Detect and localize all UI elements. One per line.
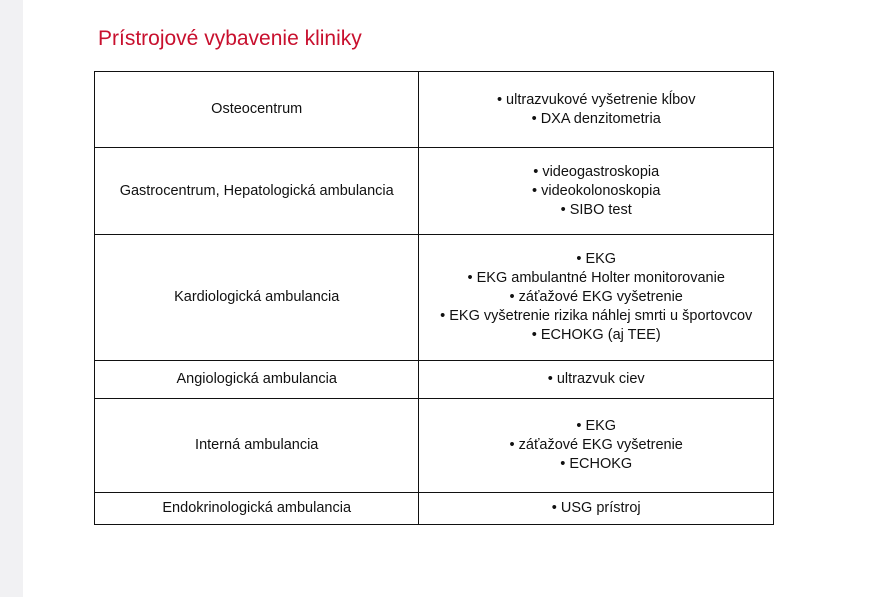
department-cell: Kardiologická ambulancia	[95, 235, 419, 361]
equipment-cell	[419, 148, 774, 235]
equipment-item: • ECHOKG (aj TEE)	[531, 327, 661, 343]
equipment-cell	[419, 72, 774, 148]
equipment-item: • EKG vyšetrenie rizika náhlej smrti u športovcov	[440, 308, 753, 324]
table-row	[95, 361, 774, 399]
equipment-item: • ultrazvukové vyšetrenie kĺbov	[496, 91, 696, 108]
table-row	[95, 72, 774, 148]
equipment-item: • ultrazvuk ciev	[547, 371, 645, 387]
equipment-item: • ECHOKG	[560, 456, 633, 472]
equipment-item: • EKG	[576, 251, 617, 267]
equipment-item: • SIBO test	[560, 201, 632, 218]
table-row	[95, 493, 774, 525]
equipment-item: • USG prístroj	[551, 500, 641, 516]
table-row	[95, 148, 774, 235]
page-title: Prístrojové vybavenie kliniky	[98, 27, 362, 50]
department-cell: Gastrocentrum, Hepatologická ambulancia	[95, 148, 419, 235]
equipment-item: • záťažové EKG vyšetrenie	[509, 437, 683, 453]
equipment-cell	[419, 235, 774, 361]
table-row	[95, 399, 774, 493]
department-cell: Osteocentrum	[95, 72, 419, 148]
equipment-item: • EKG	[576, 418, 617, 434]
equipment-item: • videogastroskopia	[533, 163, 660, 180]
equipment-item: • záťažové EKG vyšetrenie	[509, 289, 683, 305]
equipment-item: • EKG ambulantné Holter monitorovanie	[467, 270, 725, 286]
department-cell: Endokrinologická ambulancia	[95, 493, 419, 525]
equipment-cell	[419, 493, 774, 525]
equipment-item: • DXA denzitometria	[531, 110, 661, 127]
equipment-table	[94, 71, 774, 525]
department-cell: Interná ambulancia	[95, 399, 419, 493]
left-margin-strip	[0, 0, 23, 597]
equipment-cell	[419, 399, 774, 493]
table-row	[95, 235, 774, 361]
equipment-cell	[419, 361, 774, 399]
department-cell: Angiologická ambulancia	[95, 361, 419, 399]
equipment-item: • videokolonoskopia	[532, 182, 661, 199]
